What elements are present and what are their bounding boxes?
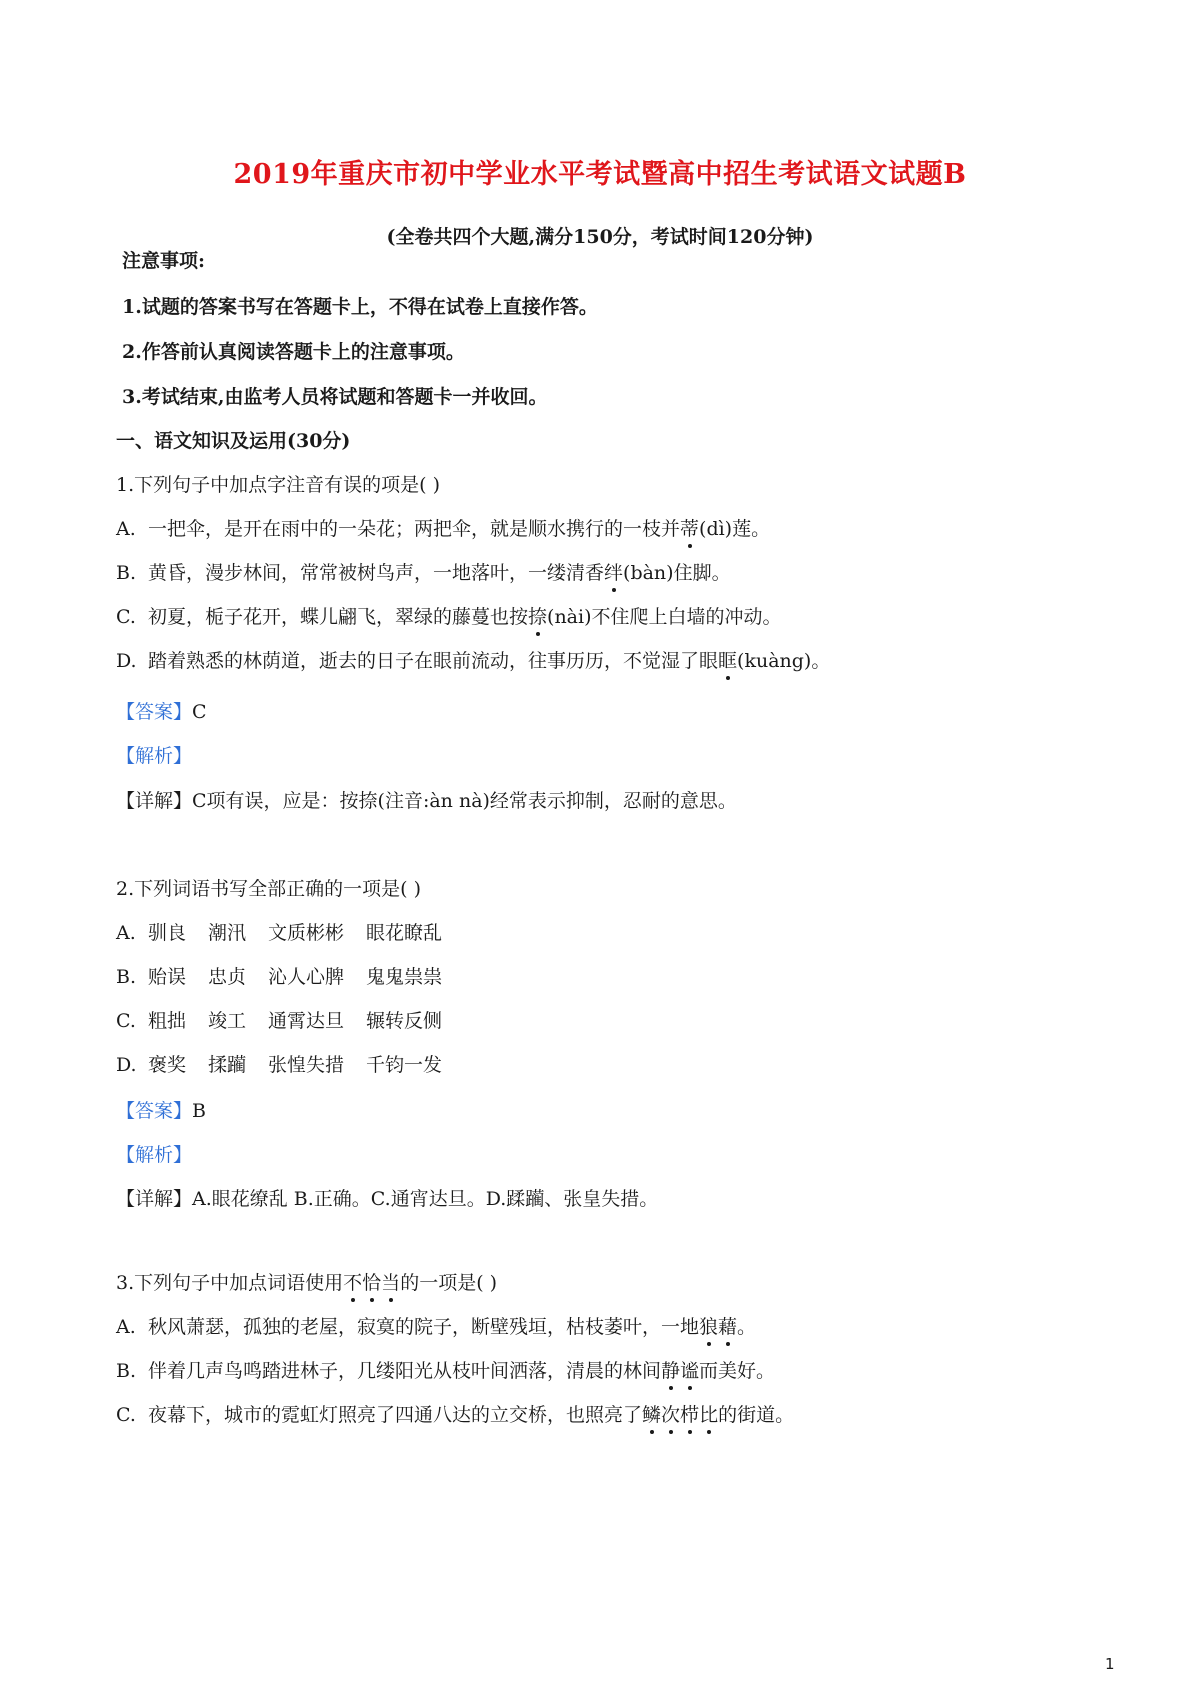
option-letter: D.	[116, 1054, 137, 1076]
dotted-char: 鳞	[642, 1400, 661, 1427]
section-heading: 一、语文知识及运用(30分)	[116, 430, 351, 452]
option-letter: C.	[116, 1010, 136, 1032]
stem-text: 3.下列句子中加点词语使用	[116, 1272, 344, 1294]
word: 辗转反侧	[366, 1010, 443, 1032]
option-text: 初夏，栀子花开，蝶儿翩飞，翠绿的藤蔓也按	[148, 606, 529, 628]
analysis-tag-open: 【	[116, 745, 136, 767]
option-text: 伴着几声鸟鸣踏进林子，几缕阳光从枝叶间洒落，清晨的林间	[148, 1360, 662, 1382]
dotted-char: 栉	[680, 1400, 699, 1427]
dotted-char: 藉	[718, 1312, 737, 1339]
option-text: 秋风萧瑟，孤独的老屋，寂寞的院子，断壁残垣，枯枝萎叶，一地	[148, 1316, 700, 1338]
dotted-char: 当	[381, 1268, 400, 1295]
word: 千钧一发	[366, 1054, 443, 1076]
word: 竣工	[208, 1010, 247, 1032]
option-letter: B.	[116, 966, 137, 988]
word: 忠贞	[208, 966, 247, 988]
answer-tag-open: 【	[116, 701, 136, 723]
dotted-char: 捺	[528, 602, 547, 629]
option-text-end: 。	[737, 1316, 757, 1338]
notes-heading: 注意事项:	[122, 250, 206, 272]
option-letter: C.	[116, 606, 136, 628]
exam-title: 2019年重庆市初中学业水平考试暨高中招生考试语文试题B	[233, 159, 967, 190]
option-text-end: (nài)不住爬上白墙的冲动。	[547, 606, 782, 628]
answer-tag-close: 】	[173, 701, 193, 723]
question-2-option-c	[116, 1006, 464, 1033]
option-letter: B.	[116, 562, 137, 584]
question-2-stem: 2.下列词语书写全部正确的一项是( )	[116, 878, 421, 900]
answer-tag-open: 【	[116, 1100, 136, 1122]
dotted-char: 不	[343, 1268, 362, 1295]
answer-tag-label: 答案	[135, 701, 174, 723]
word: 潮汛	[208, 922, 247, 944]
analysis-tag-close: 】	[173, 1144, 193, 1166]
word: 贻误	[148, 966, 187, 988]
word: 驯良	[148, 922, 187, 944]
exam-subtitle: (全卷共四个大题,满分150分，考试时间120分钟)	[386, 226, 814, 248]
word: 褒奖	[148, 1054, 187, 1076]
dotted-char: 绊	[604, 558, 623, 585]
question-2-option-d	[116, 1050, 464, 1077]
option-letter: A.	[116, 1316, 136, 1338]
question-1-option-c	[116, 602, 782, 629]
question-1-stem: 1.下列句子中加点字注音有误的项是( )	[116, 474, 440, 496]
dotted-char: 狼	[699, 1312, 718, 1339]
option-text-end: (kuàng)。	[737, 650, 831, 672]
option-text: 一把伞，是开在雨中的一朵花；两把伞，就是顺水携行的一枝并	[148, 518, 681, 540]
option-letter: D.	[116, 650, 137, 672]
dotted-char: 次	[661, 1400, 680, 1427]
stem-text-end: 的一项是( )	[400, 1272, 498, 1294]
word: 鬼鬼祟祟	[366, 966, 443, 988]
question-3-option-b	[116, 1356, 775, 1383]
option-letter: C.	[116, 1404, 136, 1426]
page-number: 1	[1105, 1655, 1115, 1673]
option-text: 夜幕下，城市的霓虹灯照亮了四通八达的立交桥，也照亮了	[148, 1404, 643, 1426]
option-letter: A.	[116, 922, 136, 944]
question-2-detail: 【详解】A.眼花缭乱 B.正确。C.通宵达旦。D.蹂躏、张皇失措。	[116, 1188, 659, 1210]
question-2-option-a	[116, 918, 464, 945]
option-text-end: (dì)莲。	[699, 518, 771, 540]
question-1-analysis	[116, 741, 192, 768]
word: 揉躏	[208, 1054, 247, 1076]
word: 通霄达旦	[268, 1010, 345, 1032]
note-item-3: 3.考试结束,由监考人员将试题和答题卡一并收回。	[122, 386, 548, 408]
option-text-end: 的街道。	[718, 1404, 795, 1426]
answer-tag-label: 答案	[135, 1100, 174, 1122]
analysis-tag-close: 】	[173, 745, 193, 767]
analysis-tag-label: 解析	[135, 1144, 174, 1166]
note-item-1: 1.试题的答案书写在答题卡上，不得在试卷上直接作答。	[122, 296, 598, 318]
dotted-char: 静	[661, 1356, 680, 1383]
word: 粗拙	[148, 1010, 187, 1032]
word: 眼花瞭乱	[366, 922, 443, 944]
option-text-end: 而美好。	[699, 1360, 776, 1382]
dotted-char: 蒂	[680, 514, 699, 541]
analysis-tag-label: 解析	[135, 745, 174, 767]
analysis-tag-open: 【	[116, 1144, 136, 1166]
question-1-detail: 【详解】C项有误，应是：按捺(注音:àn nà)经常表示抑制，忍耐的意思。	[116, 790, 737, 812]
answer-tag-close: 】	[173, 1100, 193, 1122]
question-3-stem	[116, 1268, 497, 1295]
question-3-option-c	[116, 1400, 794, 1427]
question-1-option-b	[116, 558, 731, 585]
question-1-option-d	[116, 646, 830, 673]
word: 沁人心脾	[268, 966, 345, 988]
question-3-option-a	[116, 1312, 756, 1339]
dotted-char: 恰	[362, 1268, 381, 1295]
option-letter: B.	[116, 1360, 137, 1382]
option-text: 踏着熟悉的林荫道，逝去的日子在眼前流动，往事历历，不觉湿了眼	[148, 650, 719, 672]
answer-value: B	[192, 1100, 207, 1122]
dotted-char: 眶	[718, 646, 737, 673]
option-letter: A.	[116, 518, 136, 540]
question-2-analysis	[116, 1140, 192, 1167]
question-1-option-a	[116, 514, 770, 541]
option-text-end: (bàn)住脚。	[623, 562, 731, 584]
word: 文质彬彬	[268, 922, 345, 944]
question-1-answer	[116, 697, 207, 724]
answer-value: C	[192, 701, 207, 723]
note-item-2: 2.作答前认真阅读答题卡上的注意事项。	[122, 341, 465, 363]
word: 张惶失措	[268, 1054, 345, 1076]
question-2-answer	[116, 1096, 206, 1123]
dotted-char: 比	[699, 1400, 718, 1427]
option-text: 黄昏，漫步林间，常常被树鸟声，一地落叶，一缕清香	[148, 562, 605, 584]
dotted-char: 谧	[680, 1356, 699, 1383]
question-2-option-b	[116, 962, 464, 989]
